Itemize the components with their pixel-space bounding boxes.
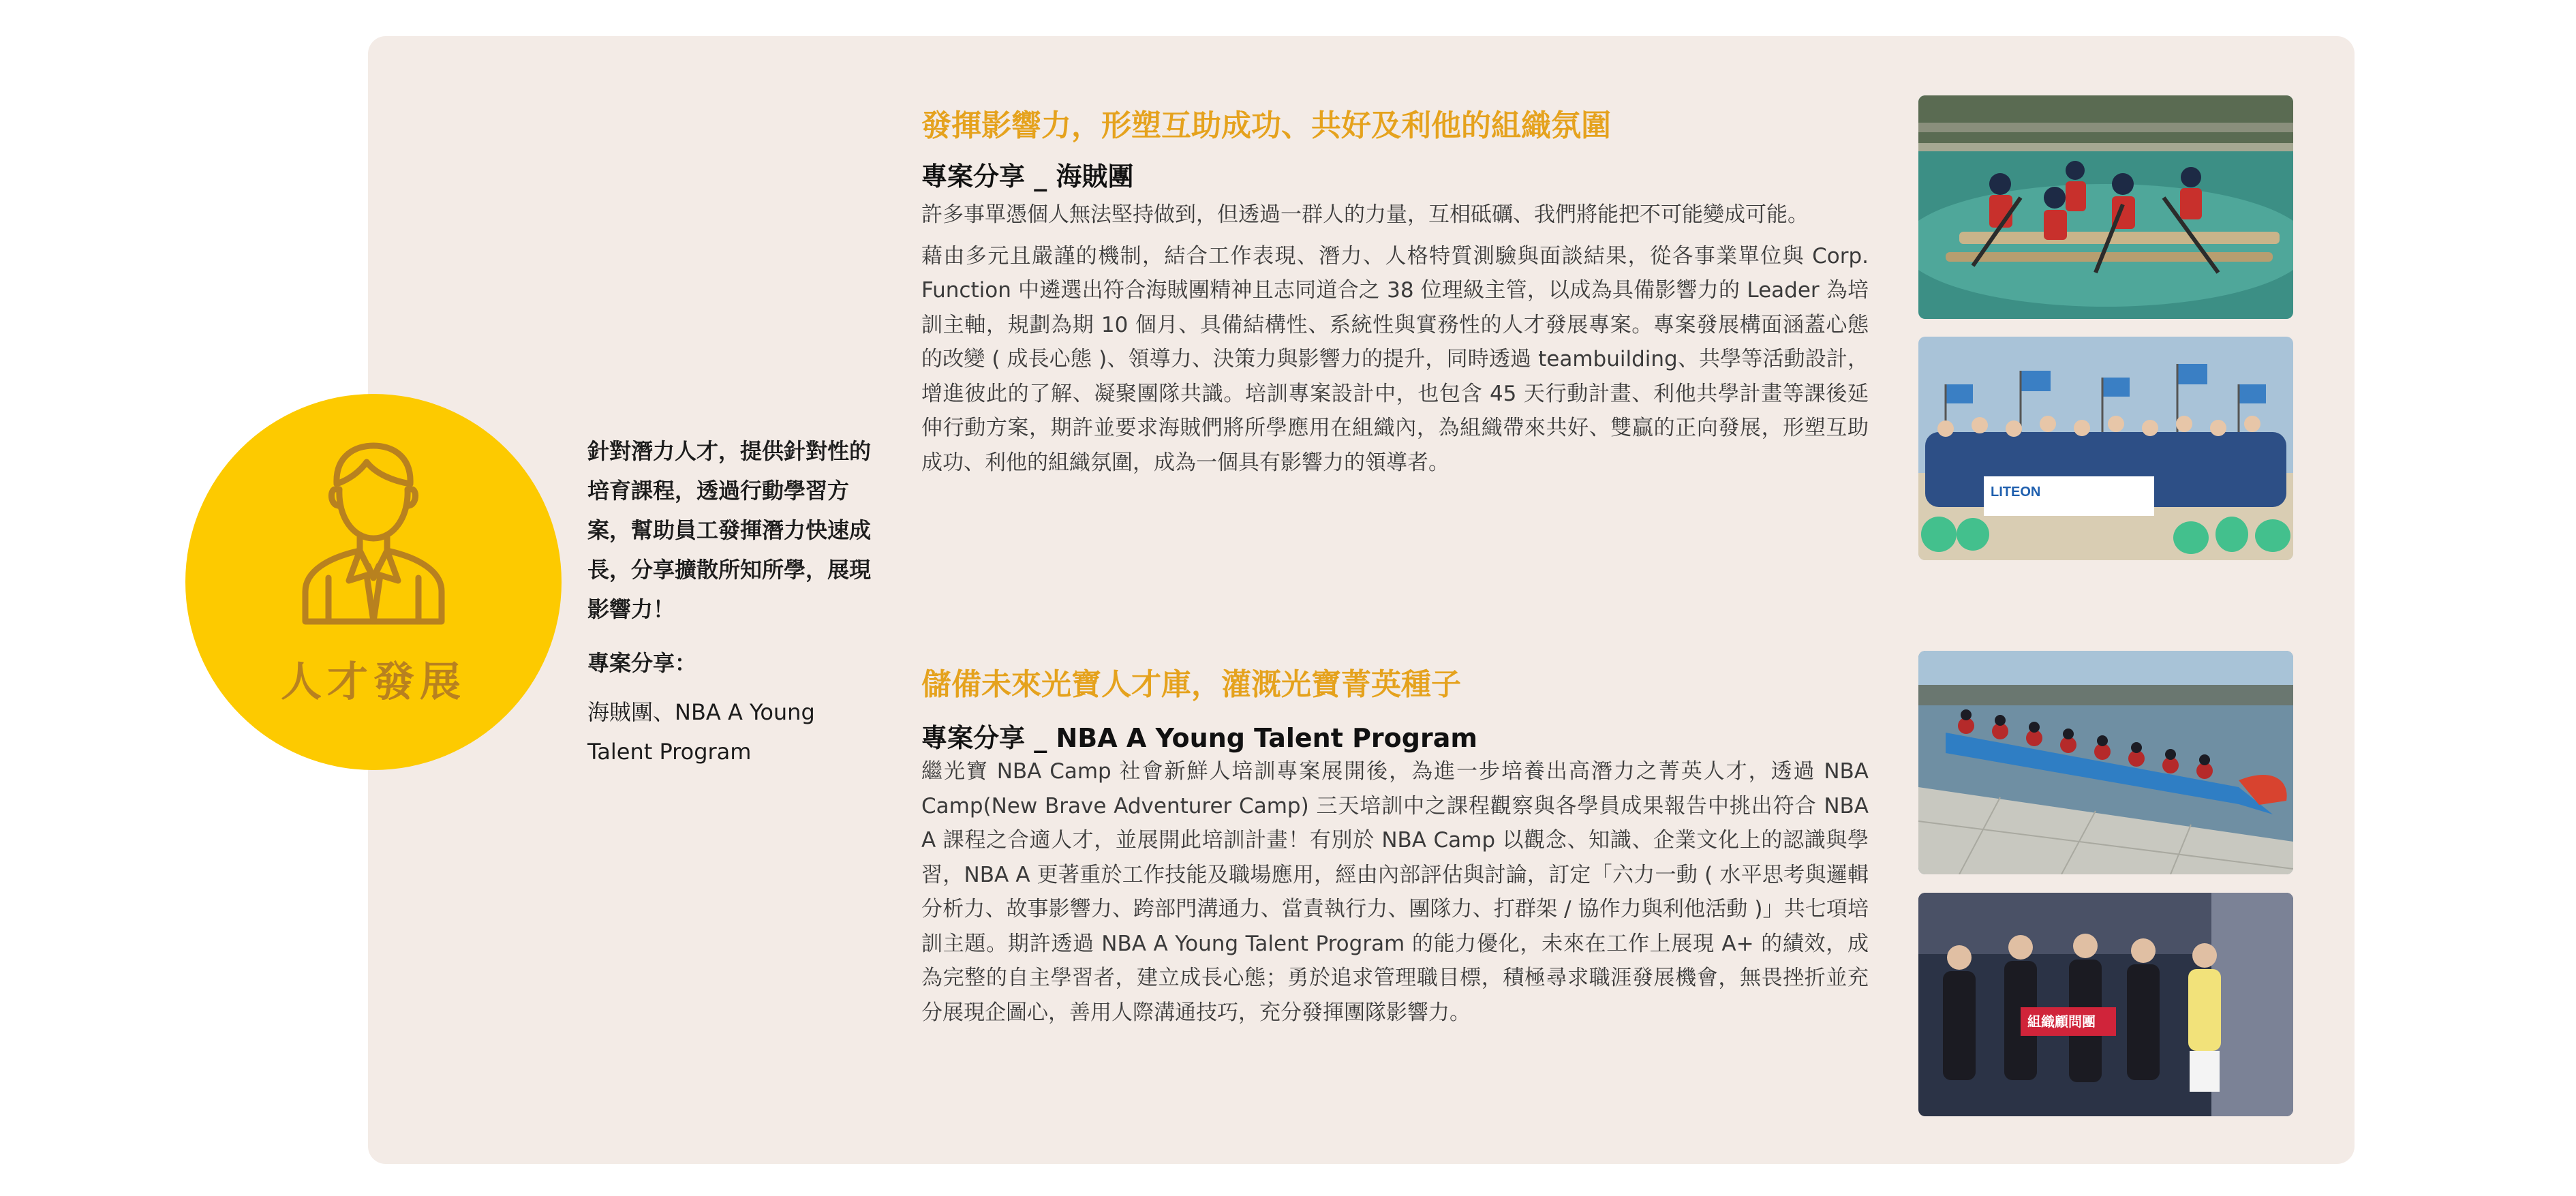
section-2-title: 儲備未來光寶人才庫，灌溉光寶菁英種子 <box>921 667 1461 702</box>
section-1-paragraph: 藉由多元且嚴謹的機制，結合工作表現、潛力、人格特質測驗與面談結果，從各事業單位與 Corp. Function 中遴選出符合海賊團精神且志同道合之 38 位理級主管，以成為具備影響力的 Leader 為培訓主軸，規劃為期 10 個月、具備結構性、系統性與實務性的人才發展專案。專案發展構面涵蓋心態的改變 ( 成長心態 )、領導力、決策力與影響力的提升，同時透過 teambuilding、共學等活動設計，增進彼此的了解、凝聚團隊共識。培訓專案設計中，也包含 45 天行動計畫、利他共學計畫等課後延伸行動方案，期許並要求海賊們將所學應用在組織內，為組織帶來共好、雙贏的正向發展，形塑互助成功、利他的組織氛圍，成為一個具有影響力的領導者。 <box>921 243 1869 475</box>
photo-raft-race <box>1918 95 2293 319</box>
photo-sign-text: 組織顧問團 <box>2027 1013 2096 1030</box>
section-1-paragraph: 許多事單憑個人無法堅持做到，但透過一群人的力量，互相砥礪、我們將能把不可能變成可能。 <box>921 202 1809 227</box>
photo-dragon-boat <box>1918 651 2293 874</box>
section-1-subtitle: 專案分享 _ 海賊團 <box>921 162 1134 191</box>
section-1-title: 發揮影響力，形塑互助成功、共好及利他的組織氛圍 <box>921 108 1611 143</box>
section-2-body <box>921 754 1869 1030</box>
category-badge <box>185 394 562 770</box>
section-1-body <box>921 198 1869 480</box>
photo-beach-cleanup <box>1918 337 2293 560</box>
section-2-paragraph: 繼光寶 NBA Camp 社會新鮮人培訓專案展開後，為進一步培養出高潛力之菁英人才，透過 NBA Camp(New Brave Adventurer Camp) 三天培訓中之課程觀察與各學員成果報告中挑出符合 NBA A 課程之合適人才，並展開此培訓計畫！有別於 NBA Camp 以觀念、知識、企業文化上的認識與學習，NBA A 更著重於工作技能及職場應用，經由內部評估與討論，訂定「六力一動 ( 水平思考與邏輯分析力、故事影響力、跨部門溝通力、當責執行力、團隊力、打群架 / 協作力與利他活動 )」共七項培訓主題。期許透過 NBA A Young Talent Program 的能力優化，未來在工作上展現 A+ 的績效，成為完整的自主學習者，建立成長心態；勇於追求管理職目標，積極尋求職涯發展機會，無畏挫折並充分展現企圖心，善用人際溝通技巧，充分發揮團隊影響力。 <box>921 759 1869 1025</box>
category-intro: 針對潛力人才，提供針對性的培育課程，透過行動學習方案，幫助員工發揮潛力快速成長，分享擴散所知所學，展現影響力！ <box>587 438 872 622</box>
projects-list: 海賊團、NBA A Young Talent Program <box>587 699 815 765</box>
photo-indoor-group <box>1918 893 2293 1116</box>
projects-label: 專案分享： <box>587 650 697 676</box>
photo-banner-text: LITEON <box>1991 485 2041 500</box>
category-title: 人才發展 <box>281 658 466 706</box>
section-2-subtitle: 專案分享 _ NBA A Young Talent Program <box>921 723 1477 753</box>
businessman-icon <box>301 442 446 627</box>
